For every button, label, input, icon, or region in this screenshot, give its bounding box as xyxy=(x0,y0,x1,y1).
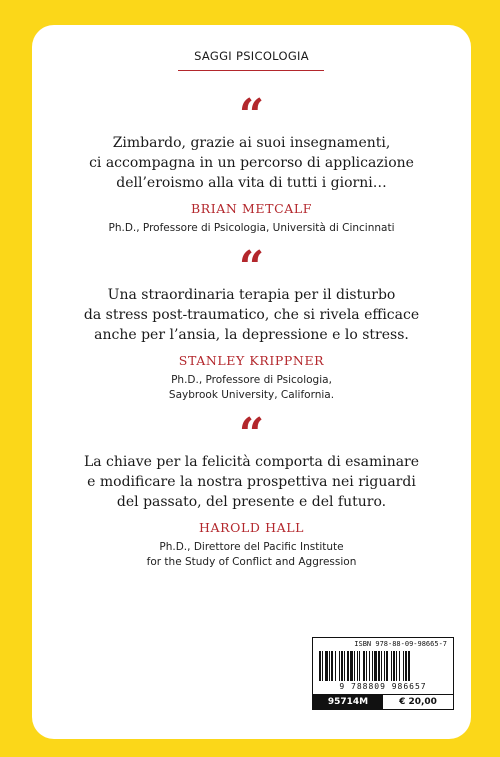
affiliation-line: Saybrook University, California. xyxy=(168,389,335,401)
quote-line: Una straordinaria terapia per il disturbo xyxy=(107,287,396,303)
barcode-bar xyxy=(331,651,333,681)
barcode-bar xyxy=(374,651,377,681)
quote-1 xyxy=(32,90,471,236)
barcode-bar xyxy=(366,651,367,681)
barcode-bar xyxy=(363,651,365,681)
quote-line: da stress post-traumatico, che si rivela efficace xyxy=(83,307,420,323)
quote-line: anche per l’ansia, la depressione e lo stress. xyxy=(94,327,409,343)
series-label: SAGGI PSICOLOGIA xyxy=(194,49,309,63)
barcode-bar xyxy=(344,651,345,681)
series-divider xyxy=(178,70,324,71)
barcode-bar xyxy=(393,651,395,681)
barcode-bar xyxy=(396,651,397,681)
barcode-bar xyxy=(391,651,392,681)
price-strip xyxy=(313,694,453,709)
quote-line: del passato, del presente e del futuro. xyxy=(116,494,387,510)
barcode-bar xyxy=(369,651,370,681)
barcode-bar xyxy=(399,651,400,681)
barcode-bar xyxy=(384,651,385,681)
barcode-bar xyxy=(354,651,355,681)
barcode-bar xyxy=(325,651,328,681)
quote-author: HAROLD HALL xyxy=(198,520,304,535)
quote-text xyxy=(32,285,471,345)
isbn-label: ISBN 978-88-09-98665-7 xyxy=(354,640,447,648)
quote-author: STANLEY KRIPPNER xyxy=(178,353,325,368)
quote-line: ci accompagna in un percorso di applicazione xyxy=(89,155,414,171)
barcode-bar xyxy=(347,651,349,681)
barcode-bar xyxy=(408,651,410,681)
quote-line: La chiave per la felicità comporta di esaminare xyxy=(83,454,420,470)
barcode-digits: 9 788809 986657 xyxy=(339,682,427,691)
author-affiliation xyxy=(32,540,471,570)
quote-2 xyxy=(32,242,471,403)
barcode-bar xyxy=(350,651,353,681)
barcode-bar xyxy=(372,651,373,681)
barcode-bar xyxy=(341,651,343,681)
barcode-bar xyxy=(378,651,380,681)
affiliation-line: Ph.D., Professore di Psicologia, xyxy=(171,374,332,386)
barcode-bar xyxy=(403,651,404,681)
author-affiliation xyxy=(32,373,471,403)
price-label: € 20,00 xyxy=(399,697,437,707)
affiliation-line: Ph.D., Direttore del Pacific Institute xyxy=(159,541,344,553)
barcode-bar xyxy=(335,651,336,681)
barcode-bar xyxy=(405,651,407,681)
barcode-graphic xyxy=(317,651,449,681)
quote-text xyxy=(32,452,471,512)
quote-3 xyxy=(32,409,471,570)
quote-line: e modificare la nostra prospettiva nei riguardi xyxy=(87,474,416,490)
barcode-bar xyxy=(319,651,321,681)
barcode-bar xyxy=(357,651,358,681)
barcode-bar xyxy=(329,651,330,681)
barcode-bar xyxy=(339,651,340,681)
quote-line: Zimbardo, grazie ai suoi insegnamenti, xyxy=(112,135,391,151)
quote-line: dell’eroismo alla vita di tutti i giorni… xyxy=(116,175,387,191)
quote-mark-icon: “ xyxy=(238,90,265,141)
barcode-bar xyxy=(381,651,382,681)
barcode-box xyxy=(312,637,454,710)
author-affiliation xyxy=(32,221,471,236)
product-code: 95714M xyxy=(313,695,383,709)
quote-author: BRIAN METCALF xyxy=(190,201,313,216)
affiliation-line: for the Study of Conflict and Aggression xyxy=(146,556,357,568)
barcode-bar xyxy=(359,651,360,681)
quote-mark-icon: “ xyxy=(238,242,265,293)
barcode-bar xyxy=(386,651,388,681)
affiliation-line: Ph.D., Professore di Psicologia, Università di Cincinnati xyxy=(108,222,395,234)
quote-text xyxy=(32,133,471,193)
barcode-bar xyxy=(322,651,323,681)
back-cover-panel xyxy=(32,25,471,739)
quote-mark-icon: “ xyxy=(238,409,265,460)
